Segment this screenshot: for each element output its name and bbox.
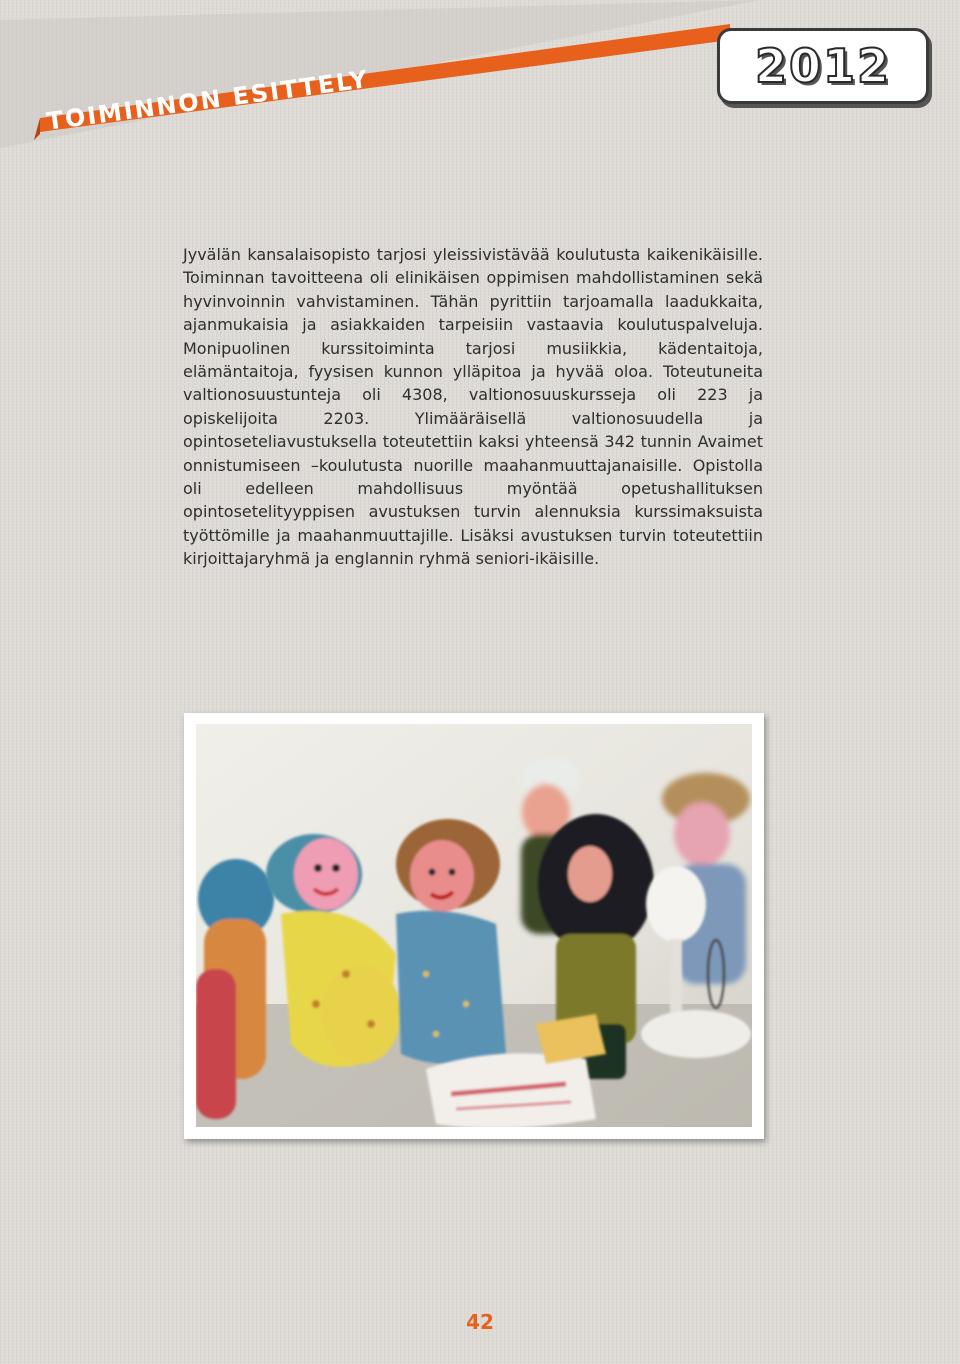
photo-frame: [184, 713, 764, 1139]
body-paragraph: Jyvälän kansalaisopisto tarjosi yleissivistävää koulutusta kaikenikäisille. Toiminnan tavoitteena oli elinikäisen oppimisen mahdollistaminen sekä hyvinvoinnin vahvistaminen. Tähän pyrittiin tarjoamalla laadukkaita, ajanmukaisia ja asiakkaiden tarpeisiin vastaavia koulutuspalveluja. Monipuolinen kurssitoiminta tarjosi musiikkia, kädentaitoja, elämäntaitoja, fyysisen kunnon ylläpitoa ja hyvää oloa. Toteutuneita valtionosuustunteja oli 4308, valtionosuuskursseja oli 223 ja opiskelijoita 2203. Ylimääräisellä valtionosuudella ja opintoseteliavustuksella toteutettiin kaksi yhteensä 342 tunnin Avaimet onnistumiseen –koulutusta nuorille maahanmuuttajanaisille. Opistolla oli edelleen mahdollisuus myöntää opetushallituksen opintosetelityyppisen avustuksen turvin alennuksia kurssimaksuista työttömille ja maahanmuuttajille. Lisäksi avustuksen turvin toteutettiin kirjoittajaryhmä ja englannin ryhmä seniori-ikäisille.: [183, 245, 763, 569]
year-badge: [717, 28, 929, 104]
page-number: 42: [466, 1310, 494, 1334]
dolls-photo: [196, 724, 752, 1127]
section-title: TOIMINNON ESITTELY: [45, 65, 371, 136]
year-label: 2012: [754, 39, 892, 93]
